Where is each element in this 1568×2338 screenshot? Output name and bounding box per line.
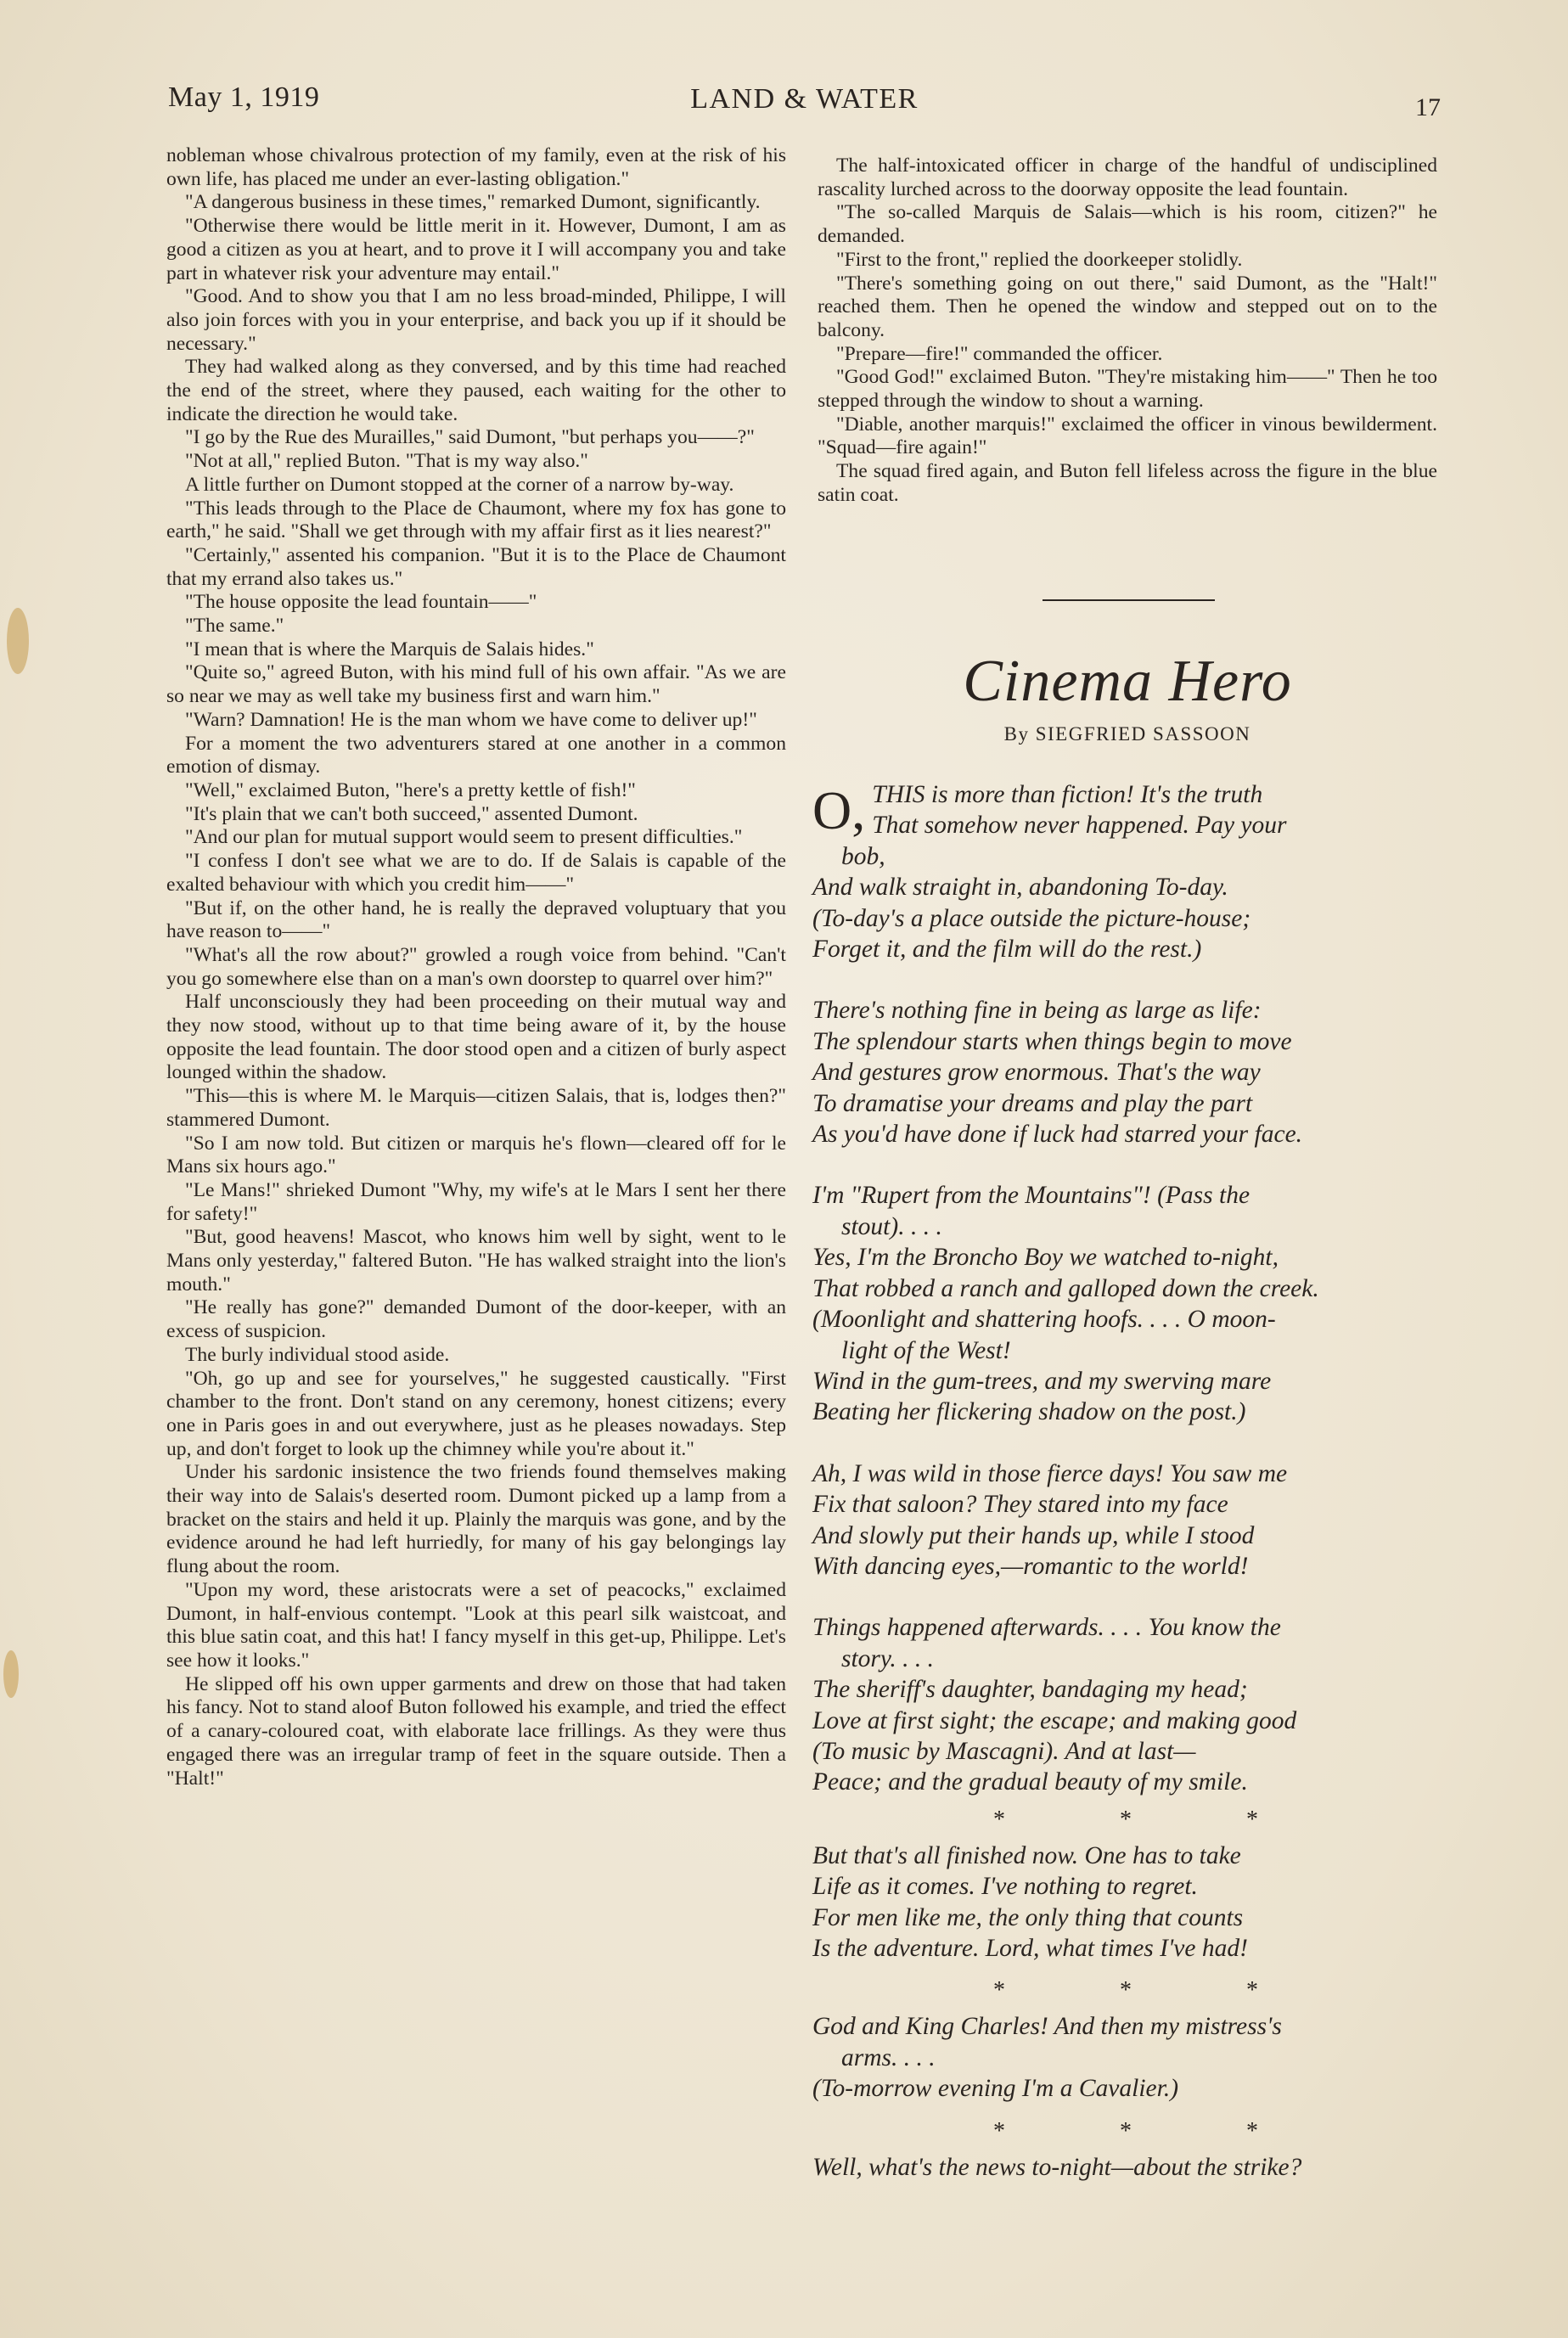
story-paragraph: "The house opposite the lead fountain——" — [185, 591, 537, 614]
story-paragraph: "Certainly," assented his companion. "But it is to the Place de Chaumont that my errand also takes us." — [166, 543, 786, 590]
story-paragraph: "The so-called Marquis de Salais—which is his room, citizen?" he demanded. — [818, 201, 1437, 248]
story-paragraph: "But if, on the other hand, he is really the depraved voluptuary that you have reason to——" — [166, 896, 786, 943]
poem-line: To dramatise your dreams and play the part — [812, 1089, 1253, 1117]
poem-line: stout). . . . — [841, 1212, 942, 1240]
poem-line: Love at first sight; the escape; and making good — [812, 1706, 1297, 1734]
story-paragraph: "So I am now told. But citizen or marquis he's flown—cleared off for le Mans six hours ago." — [166, 1132, 786, 1178]
story-paragraph: For a moment the two adventurers stared at one another in a common emotion of dismay. — [166, 732, 786, 778]
poem-line: I'm "Rupert from the Mountains"! (Pass the — [812, 1182, 1250, 1210]
story-paragraph: "Warn? Damnation! He is the man whom we have come to deliver up!" — [185, 708, 757, 731]
story-paragraph: "What's all the row about?" growled a rough voice from behind. "Can't you go somewhere else than on a man's own doorstep to quarrel over him?" — [166, 943, 786, 990]
story-paragraph: "This—this is where M. le Marquis—citizen Salais, that is, lodges then?" stammered Dumont. — [166, 1085, 786, 1131]
story-paragraph: Half unconsciously they had been proceeding on their mutual way and they now stood, without up to that time being aware of it, by the house opposite the lead fountain. The door stood open and a citizen of burly aspect lounged within the shadow. — [166, 991, 786, 1084]
poem-line: Well, what's the news to-night—about the strike? — [812, 2153, 1302, 2181]
poem-title: Cinema Hero — [963, 649, 1292, 714]
story-paragraph: They had walked along as they conversed, and by this time had reached the end of the street, where they paused, each waiting for the other to indicate the direction he would take. — [166, 356, 786, 425]
story-paragraph: "Otherwise there would be little merit in it. However, Dumont, I am as good a citizen as you at heart, and to prove it I will accompany you and take part in whatever risk your adventure may entail." — [166, 215, 786, 284]
section-break-stars: * * * — [993, 1806, 1312, 1833]
poem-line: Wind in the gum-trees, and my swerving mare — [812, 1367, 1272, 1395]
poem-line: light of the West! — [841, 1336, 1011, 1364]
story-paragraph: "I confess I don't see what we are to do. If de Salais is capable of the exalted behaviour with which you credit him——" — [166, 850, 786, 896]
story-paragraph: "And our plan for mutual support would seem to present difficulties." — [185, 826, 743, 849]
poem-line: THIS is more than fiction! It's the truth — [872, 781, 1263, 808]
story-column-left — [166, 144, 786, 1790]
poem-line: God and King Charles! And then my mistress's — [812, 2013, 1282, 2041]
poem-line: As you'd have done if luck had starred your face. — [812, 1121, 1303, 1149]
poem-line: story. . . . — [841, 1644, 934, 1672]
page-number: 17 — [1415, 93, 1441, 121]
story-paragraph: "Good God!" exclaimed Buton. "They're mistaking him——" Then he too stepped through the window to shout a warning. — [818, 366, 1437, 413]
story-paragraph: He slipped off his own upper garments and drew on those that had taken his fancy. Not to stand aloof Buton followed his example, and tried the effect of a canary-coloured coat, with elaborate lace frillings. As they were thus engaged there was an irregular tramp of feet in the square outside. Then a "Halt!" — [166, 1672, 786, 1790]
poem-line: Peace; and the gradual beauty of my smile. — [812, 1768, 1248, 1796]
poem-line: Beating her flickering shadow on the post.) — [812, 1398, 1246, 1426]
poem-line: Fix that saloon? They stared into my face — [812, 1491, 1228, 1519]
poem-line: And walk straight in, abandoning To-day. — [812, 874, 1228, 902]
poem-stanza — [812, 1841, 1439, 1964]
story-paragraph: "The same." — [185, 615, 284, 638]
story-paragraph: "First to the front," replied the doorkeeper stolidly. — [836, 248, 1243, 271]
poem-line: That robbed a ranch and galloped down the creek. — [812, 1274, 1319, 1302]
poem-stanza — [812, 779, 1439, 964]
poem-line: And slowly put their hands up, while I stood — [812, 1521, 1255, 1549]
poem-line: Things happened afterwards. . . . You know the — [812, 1614, 1281, 1642]
poem-stanza — [812, 1612, 1439, 1797]
poem-stanza — [812, 1458, 1439, 1582]
poem-line: But that's all finished now. One has to take — [812, 1841, 1241, 1869]
story-paragraph: A little further on Dumont stopped at the corner of a narrow by-way. — [185, 473, 734, 496]
story-paragraph: The half-intoxicated officer in charge of the handful of undisciplined rascality lurched across to the doorway opposite the lead fountain. — [818, 155, 1437, 200]
poem-line: (To-day's a place outside the picture-house; — [812, 904, 1251, 932]
poem-line: (Moonlight and shattering hoofs. . . . O moon- — [812, 1306, 1276, 1334]
story-paragraph: "A dangerous business in these times," remarked Dumont, significantly. — [185, 191, 761, 214]
story-paragraph: "Upon my word, these aristocrats were a set of peacocks," exclaimed Dumont, in half-envious contempt. "Look at this pearl silk waistcoat, and this blue satin coat, and this hat! I fancy myself in this get-up, Philippe. Let's see how it looks." — [166, 1578, 786, 1672]
section-divider — [1043, 599, 1215, 601]
poem-line: There's nothing fine in being as large as life: — [812, 997, 1262, 1025]
poem-body — [812, 779, 1439, 2183]
story-paragraph: "I mean that is where the Marquis de Salais hides." — [185, 638, 594, 660]
story-paragraph: "Well," exclaimed Buton, "here's a pretty kettle of fish!" — [185, 778, 636, 801]
story-paragraph: "Prepare—fire!" commanded the officer. — [836, 342, 1163, 365]
story-paragraph: "I go by the Rue des Murailles," said Dumont, "but perhaps you——?" — [185, 426, 755, 449]
story-paragraph: "He really has gone?" demanded Dumont of the door-keeper, with an excess of suspicion. — [166, 1296, 786, 1343]
story-paragraph: nobleman whose chivalrous protection of my family, even at the risk of his own life, has placed me under an ever-lasting obligation." — [166, 144, 786, 190]
poem-line: Yes, I'm the Broncho Boy we watched to-night, — [812, 1244, 1279, 1272]
poem-line: The sheriff's daughter, bandaging my head; — [812, 1676, 1248, 1704]
story-paragraph: "Oh, go up and see for yourselves," he suggested caustically. "First chamber to the front. Don't stand on any ceremony, honest citizens; every one in Paris goes in and out everywhere, just as he pleases nowadays. Step up, and don't forget to look up the chimney while you're about it." — [166, 1367, 786, 1460]
issue-date: May 1, 1919 — [168, 81, 320, 113]
story-paragraph: "Good. And to show you that I am no less broad-minded, Philippe, I will also join forces with you in your enterprise, and back you up if it should be necessary." — [166, 285, 786, 355]
poem-byline: By SIEGFRIED SASSOON — [1003, 723, 1251, 745]
poem-line: Forget it, and the film will do the rest.) — [812, 936, 1202, 964]
poem-line: For men like me, the only thing that counts — [812, 1903, 1244, 1931]
story-paragraph: The squad fired again, and Buton fell lifeless across the figure in the blue satin coat. — [818, 460, 1437, 506]
poem-line: And gestures grow enormous. That's the way — [812, 1059, 1261, 1087]
poem-line: (To music by Mascagni). And at last— — [812, 1737, 1196, 1765]
poem-stanza — [812, 2152, 1439, 2183]
poem-stanza — [812, 995, 1439, 1149]
poem-line: bob, — [841, 842, 885, 870]
story-paragraph: "This leads through to the Place de Chaumont, where my fox has gone to earth," he said. "Shall we get through with my affair first as it lies nearest?" — [166, 497, 786, 543]
story-paragraph: "There's something going on out there," said Dumont, as the "Halt!" reached them. Then he opened the window and stepped out on to the balcony. — [818, 272, 1437, 341]
paper-stain — [3, 1650, 19, 1698]
poem-line: Ah, I was wild in those fierce days! You saw me — [812, 1459, 1288, 1487]
section-break-stars: * * * — [993, 2117, 1312, 2144]
poem-stanza — [812, 1180, 1439, 1427]
poem-line: Is the adventure. Lord, what times I've had! — [812, 1935, 1248, 1962]
poem-line: The splendour starts when things begin to move — [812, 1027, 1292, 1055]
story-column-right — [818, 155, 1437, 508]
story-paragraph: "But, good heavens! Mascot, who knows him well by sight, went to le Mans only yesterday," faltered Buton. "He has walked straight into the lion's mouth." — [166, 1226, 786, 1295]
poem-line: arms. . . . — [841, 2043, 936, 2071]
poem-line: (To-morrow evening I'm a Cavalier.) — [812, 2075, 1179, 2103]
poem-stanza — [812, 2011, 1439, 2104]
section-break-stars: * * * — [993, 1977, 1312, 2004]
story-paragraph: "It's plain that we can't both succeed," assented Dumont. — [185, 802, 638, 825]
story-paragraph: "Le Mans!" shrieked Dumont "Why, my wife's at le Mars I sent her there for safety!" — [166, 1178, 786, 1225]
story-paragraph: The burly individual stood aside. — [185, 1343, 450, 1366]
story-paragraph: "Quite so," agreed Buton, with his mind full of his own affair. "As we are so near we may as well take my business first and warn him." — [166, 661, 786, 708]
poem-line: Life as it comes. I've nothing to regret. — [812, 1873, 1198, 1901]
running-header — [168, 81, 1441, 132]
drop-cap: O, — [812, 780, 866, 840]
story-paragraph: "Not at all," replied Buton. "That is my way also." — [185, 450, 588, 473]
publication-title: LAND & WATER — [690, 83, 919, 115]
poem-line: That somehow never happened. Pay your — [872, 812, 1287, 840]
paper-stain — [7, 608, 29, 674]
story-paragraph: "Diable, another marquis!" exclaimed the officer in vinous bewilderment. "Squad—fire again!" — [818, 413, 1437, 459]
poem-line: With dancing eyes,—romantic to the world! — [812, 1552, 1249, 1580]
story-paragraph: Under his sardonic insistence the two friends found themselves making their way into de Salais's deserted room. Dumont picked up a lamp from a bracket on the stairs and held it up. Plainly the marquis was gone, and by the evidence around he had left hurriedly, for many of his gay belongings lay flung about the room. — [166, 1461, 786, 1578]
